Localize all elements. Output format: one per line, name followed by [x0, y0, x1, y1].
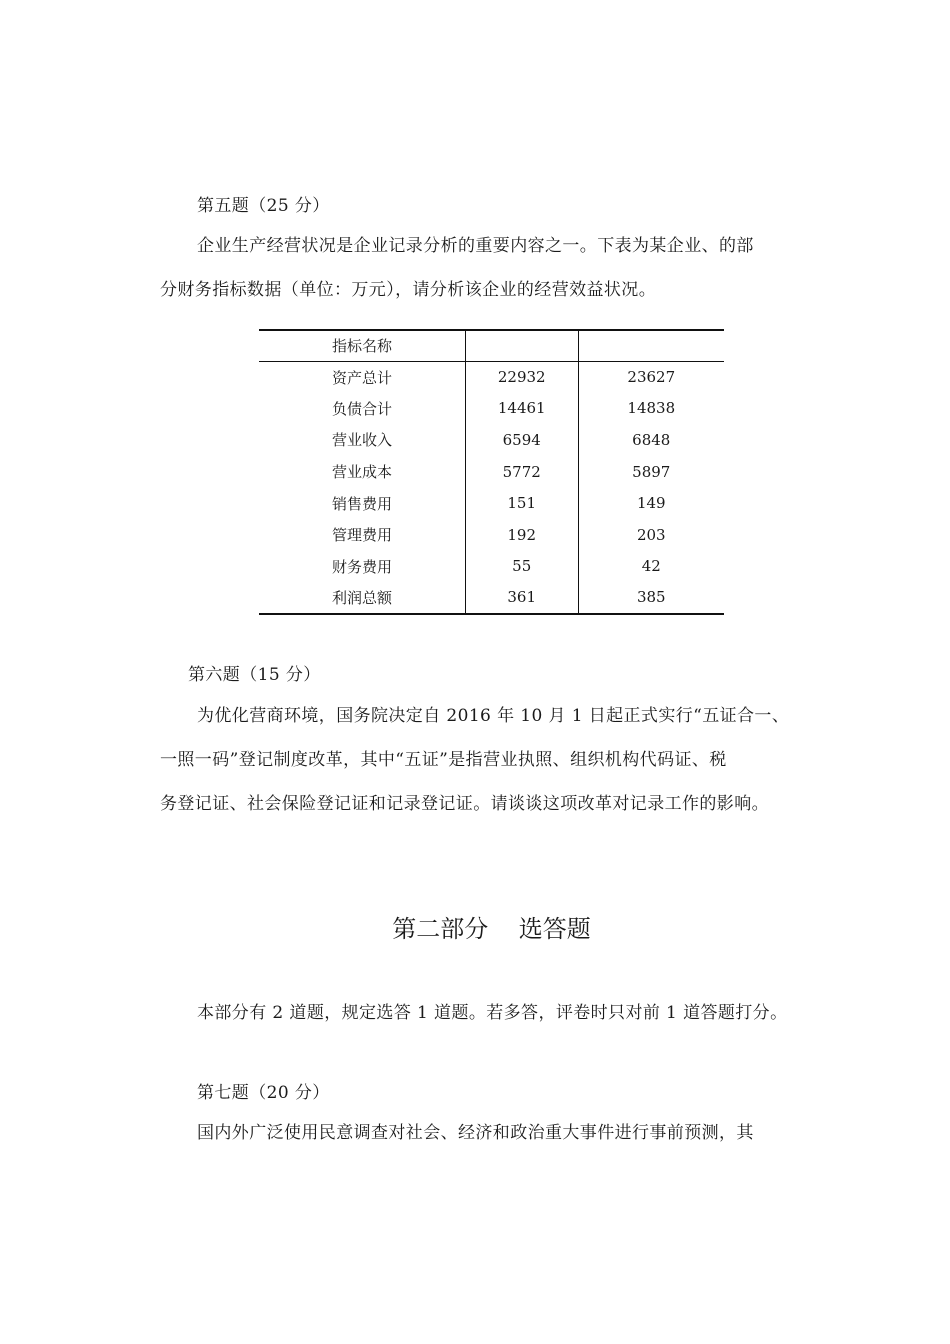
table-cell-value: 192 [465, 519, 578, 551]
table-row [259, 487, 724, 519]
q6-text-line-2: 一照一码”登记制度改革，其中“五证”是指营业执照、组织机构代码证、税 [160, 750, 727, 770]
table-cell-value: 361 [465, 582, 578, 614]
table-header-row [259, 330, 724, 361]
table-cell-value: 203 [578, 519, 724, 551]
part2-title: 第二部分 选答题 [392, 915, 591, 943]
q6-text-line-1: 为优化营商环境，国务院决定自 2016 年 10 月 1 日起正式实行“五证合一、 [197, 706, 790, 726]
q7-heading: 第七题（20 分） [197, 1083, 330, 1103]
table-row [259, 582, 724, 614]
table-row [259, 393, 724, 425]
table-row [259, 551, 724, 583]
table-cell-indicator: 财务费用 [331, 557, 392, 576]
table-row [259, 424, 724, 456]
table-row [259, 361, 724, 393]
table-cell-value: 385 [578, 582, 724, 614]
q5-text-line-2: 分财务指标数据（单位：万元），请分析该企业的经营效益状况。 [160, 280, 657, 300]
q6-text-line-3: 务登记证、社会保险登记证和记录登记证。请谈谈这项改革对记录工作的影响。 [160, 794, 769, 814]
table-cell-value: 6848 [578, 424, 724, 456]
table-cell-indicator: 负债合计 [331, 399, 392, 418]
table-cell-value: 22932 [465, 361, 578, 393]
table-cell-value: 55 [465, 551, 578, 583]
table-cell-value: 42 [578, 551, 724, 583]
table-cell-value: 5897 [578, 456, 724, 488]
table-cell-value: 5772 [465, 456, 578, 488]
table-cell-indicator: 销售费用 [331, 494, 392, 513]
table-header-indicator: 指标名称 [259, 330, 465, 361]
table-cell-indicator: 资产总计 [331, 368, 392, 387]
table-header-col-3 [578, 330, 724, 361]
table-cell-indicator: 管理费用 [331, 526, 392, 545]
q5-text-line-1: 企业生产经营状况是企业记录分析的重要内容之一。下表为某企业、的部 [197, 236, 754, 256]
q7-text-line-1: 国内外广泛使用民意调查对社会、经济和政治重大事件进行事前预测，其 [197, 1123, 754, 1143]
table-cell-indicator: 营业成本 [331, 463, 392, 482]
table-cell-value: 6594 [465, 424, 578, 456]
table-row [259, 456, 724, 488]
table-cell-indicator: 利润总额 [259, 582, 465, 614]
q6-heading: 第六题（15 分） [188, 665, 321, 685]
part2-intro: 本部分有 2 道题，规定选答 1 道题。若多答，评卷时只对前 1 道答题打分。 [197, 1003, 788, 1023]
table-cell-indicator: 营业收入 [331, 431, 392, 450]
table-header-col-2 [465, 330, 578, 361]
q5-heading: 第五题（25 分） [197, 196, 330, 216]
table-row [259, 519, 724, 551]
table-cell-value: 23627 [578, 361, 724, 393]
table-cell-value: 149 [578, 487, 724, 519]
table-cell-value: 14461 [465, 393, 578, 425]
table-cell-value: 14838 [578, 393, 724, 425]
table-cell-value: 151 [465, 487, 578, 519]
financial-indicators-table [259, 329, 724, 615]
